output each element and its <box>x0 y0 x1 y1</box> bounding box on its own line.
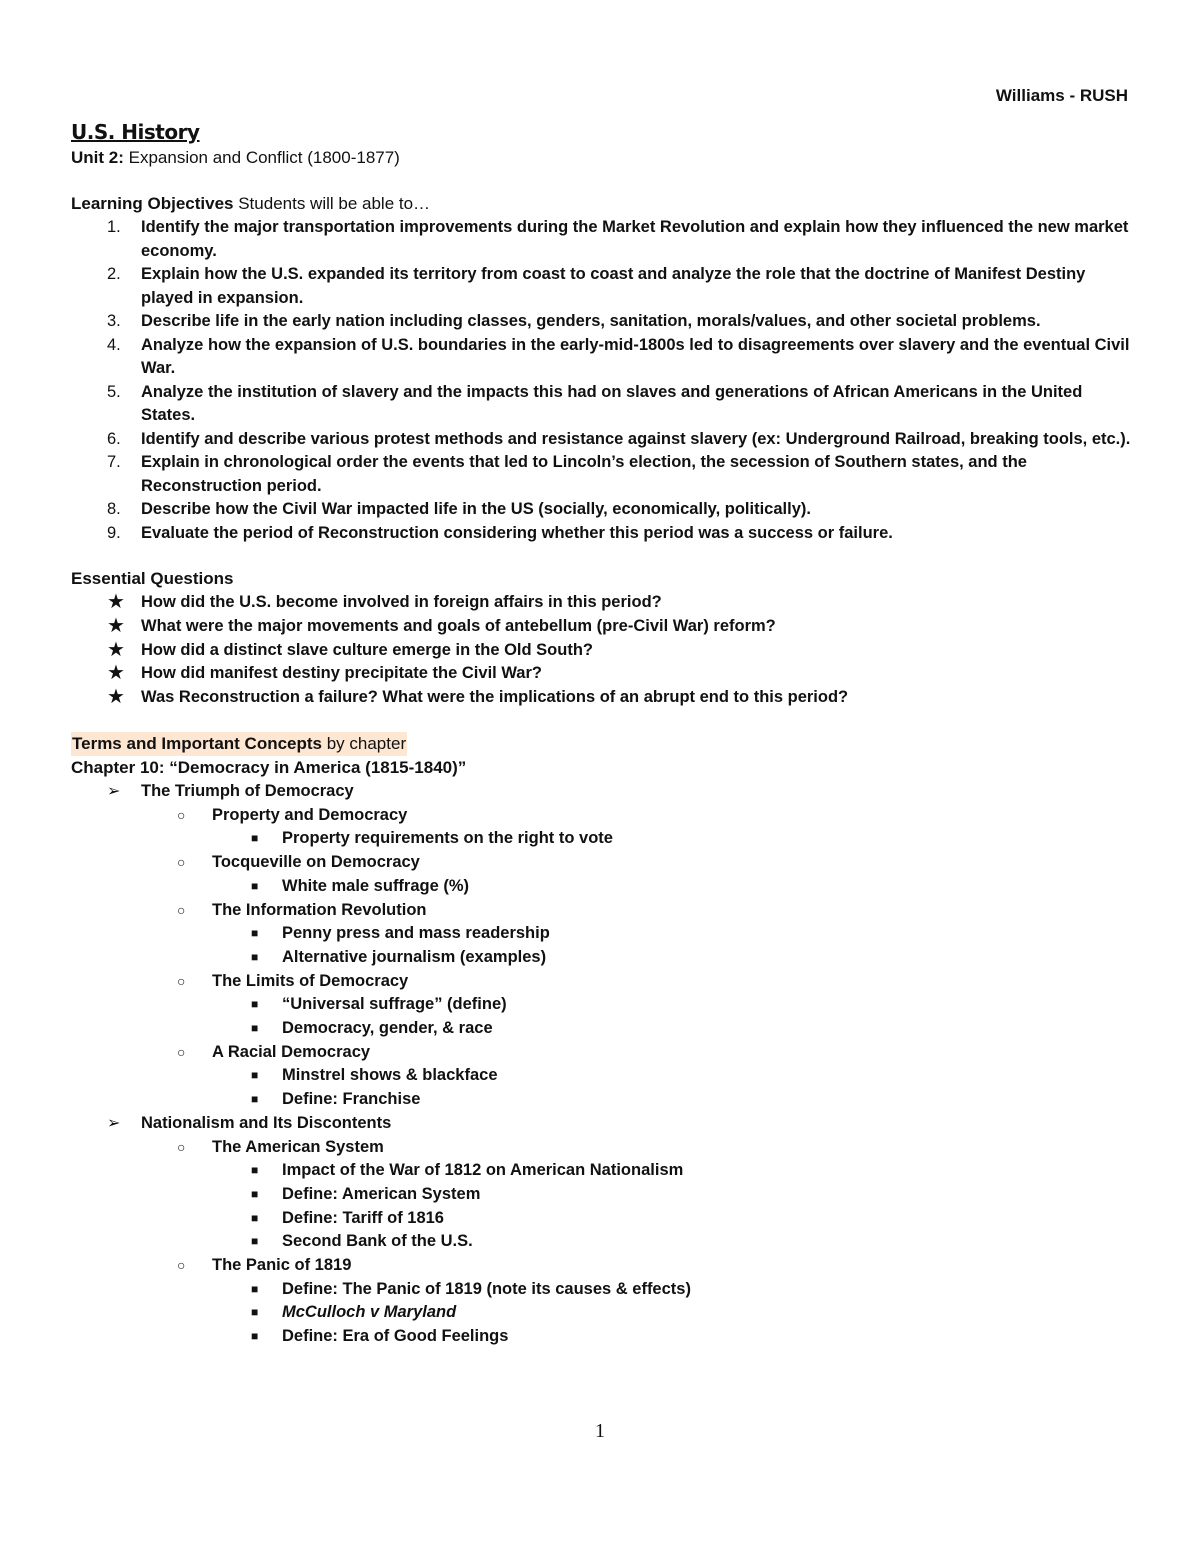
objective-item <box>71 310 1131 334</box>
square-bullet-icon: ■ <box>251 1234 259 1249</box>
square-bullet-icon: ■ <box>251 1281 259 1296</box>
outline-text: Tocqueville on Democracy <box>212 853 420 872</box>
outline-text: Penny press and mass readership <box>282 924 550 943</box>
outline-text: Impact of the War of 1812 on American Nationalism <box>282 1161 684 1180</box>
circle-bullet-icon: ○ <box>177 854 186 871</box>
unit-label: Unit 2: <box>71 148 124 167</box>
objective-number: 1. <box>107 218 121 236</box>
arrow-bullet-icon: ➢ <box>107 782 121 800</box>
square-bullet-icon: ■ <box>251 1021 259 1036</box>
terms-heading-title: Terms and Important Concepts <box>72 733 322 753</box>
learning-objectives-subtitle: Students will be able to… <box>233 194 431 213</box>
document-title: U.S. History <box>71 120 200 144</box>
objective-text: Describe life in the early nation including classes, genders, sanitation, morals/values, and other societal problems. <box>141 312 1041 330</box>
outline-text: Define: Tariff of 1816 <box>282 1208 444 1227</box>
objective-item <box>71 498 1131 522</box>
outline-item-level-3 <box>71 1159 1131 1183</box>
outline-item-level-2 <box>71 1136 1131 1160</box>
objective-number: 7. <box>107 453 121 471</box>
unit-name: Expansion and Conflict (1800-1877) <box>123 148 400 167</box>
square-bullet-icon: ■ <box>251 1329 259 1344</box>
square-bullet-icon: ■ <box>251 1210 259 1225</box>
square-bullet-icon: ■ <box>251 1068 259 1083</box>
square-bullet-icon: ■ <box>251 949 259 964</box>
outline-item-level-3 <box>71 1207 1131 1231</box>
circle-bullet-icon: ○ <box>177 901 186 918</box>
square-bullet-icon: ■ <box>251 1163 259 1178</box>
unit-line <box>71 146 1131 170</box>
objective-number: 6. <box>107 429 121 448</box>
outline-text: The Triumph of Democracy <box>141 781 354 800</box>
circle-bullet-icon: ○ <box>177 806 186 823</box>
objective-item <box>71 216 1131 263</box>
circle-bullet-icon: ○ <box>177 1257 186 1274</box>
objective-item <box>71 381 1131 428</box>
objective-number: 4. <box>107 335 121 354</box>
terms-heading-row <box>71 732 1131 756</box>
objective-item <box>71 263 1131 310</box>
outline-item-level-3 <box>71 946 1131 970</box>
question-text: Was Reconstruction a failure? What were the implications of an abrupt end to this period? <box>141 688 849 707</box>
outline-text: The Panic of 1819 <box>212 1256 352 1275</box>
question-item <box>71 615 1131 639</box>
outline-text: Define: Era of Good Feelings <box>282 1327 509 1346</box>
outline-text: The Information Revolution <box>212 900 427 919</box>
question-text: What were the major movements and goals of antebellum (pre-Civil War) reform? <box>141 616 776 635</box>
objective-text: Identify the major transportation improvements during the Market Revolution and explain how they influenced the new market economy. <box>141 218 1129 260</box>
objective-item <box>71 428 1131 452</box>
outline-item-level-2 <box>71 851 1131 875</box>
outline-text: Alternative journalism (examples) <box>282 947 547 966</box>
objective-text: Analyze the institution of slavery and the impacts this had on slaves and generations of African Americans in the United States. <box>141 382 1083 424</box>
page-number: 1 <box>595 1420 605 1442</box>
outline-text: A Racial Democracy <box>212 1042 371 1061</box>
objective-number: 9. <box>107 523 121 542</box>
outline-text: “Universal suffrage” (define) <box>282 995 507 1014</box>
outline-item-level-2 <box>71 804 1131 828</box>
outline-text: Define: American System <box>282 1184 481 1203</box>
outline-text: Property requirements on the right to vote <box>282 829 613 848</box>
outline-item-level-2 <box>71 1041 1131 1065</box>
terms-heading <box>71 732 407 756</box>
arrow-bullet-icon: ➢ <box>107 1114 121 1132</box>
outline-item-level-3 <box>71 922 1131 946</box>
star-icon: ★ <box>107 591 125 613</box>
objective-text: Analyze how the expansion of U.S. boundaries in the early-mid-1800s led to disagreements over slavery and the eventual Civil War. <box>141 335 1130 377</box>
learning-objectives-list <box>71 216 1131 545</box>
outline-item-level-3 <box>71 993 1131 1017</box>
outline-text: Second Bank of the U.S. <box>282 1232 473 1251</box>
objective-number: 8. <box>107 500 121 518</box>
circle-bullet-icon: ○ <box>177 1138 186 1155</box>
objective-text: Evaluate the period of Reconstruction considering whether this period was a success or failure. <box>141 523 893 542</box>
document-body <box>71 118 1131 1349</box>
square-bullet-icon: ■ <box>251 831 259 846</box>
outline-item-level-2 <box>71 970 1131 994</box>
outline-text: The Limits of Democracy <box>212 971 409 990</box>
outline-text: The American System <box>212 1137 384 1156</box>
star-icon: ★ <box>107 638 125 661</box>
outline-item-level-1 <box>71 780 1131 804</box>
circle-bullet-icon: ○ <box>177 1043 186 1060</box>
question-item <box>71 686 1131 710</box>
objective-item <box>71 522 1131 546</box>
outline-item-level-3 <box>71 1088 1131 1112</box>
objective-item <box>71 334 1131 381</box>
square-bullet-icon: ■ <box>251 1186 259 1201</box>
outline-item-level-3 <box>71 1183 1131 1207</box>
learning-objectives-heading <box>71 192 1131 216</box>
outline-text: Define: Franchise <box>282 1090 421 1109</box>
outline-item-level-3 <box>71 1278 1131 1302</box>
square-bullet-icon: ■ <box>251 926 259 941</box>
objective-number: 2. <box>107 265 121 283</box>
essential-questions-list <box>71 591 1131 710</box>
outline-text: Property and Democracy <box>212 805 408 824</box>
star-icon: ★ <box>107 614 125 637</box>
terms-outline <box>71 780 1131 1349</box>
star-icon: ★ <box>107 686 125 709</box>
outline-item-level-3 <box>71 1064 1131 1088</box>
outline-item-level-3 <box>71 827 1131 851</box>
outline-text: Nationalism and Its Discontents <box>141 1113 392 1132</box>
outline-item-level-3 <box>71 1325 1131 1349</box>
square-bullet-icon: ■ <box>251 878 259 893</box>
outline-item-level-3 <box>71 875 1131 899</box>
circle-bullet-icon: ○ <box>177 972 186 989</box>
objective-text: Describe how the Civil War impacted life in the US (socially, economically, politically). <box>141 500 811 518</box>
learning-objectives-title: Learning Objectives <box>71 194 234 213</box>
question-text: How did a distinct slave culture emerge in the Old South? <box>141 640 593 659</box>
outline-text: White male suffrage (%) <box>282 876 470 895</box>
outline-item-level-1 <box>71 1112 1131 1136</box>
objective-text: Explain in chronological order the events that led to Lincoln’s election, the secession of Southern states, and the Reconstruction period. <box>141 453 1027 495</box>
square-bullet-icon: ■ <box>251 997 259 1012</box>
question-item <box>71 639 1131 663</box>
essential-questions-heading: Essential Questions <box>71 569 234 588</box>
outline-item-level-3 <box>71 1301 1131 1325</box>
objective-text: Identify and describe various protest methods and resistance against slavery (ex: Underground Railroad, breaking tools, etc.). <box>141 429 1131 448</box>
question-text: How did manifest destiny precipitate the Civil War? <box>141 664 542 683</box>
outline-text: Define: The Panic of 1819 (note its causes & effects) <box>282 1279 691 1298</box>
outline-item-level-3 <box>71 1230 1131 1254</box>
question-text: How did the U.S. become involved in foreign affairs in this period? <box>141 593 662 611</box>
question-item <box>71 662 1131 686</box>
outline-text: McCulloch v Maryland <box>282 1303 457 1322</box>
terms-heading-subtitle: by chapter <box>322 733 407 753</box>
outline-text: Democracy, gender, & race <box>282 1019 493 1038</box>
chapter-heading: Chapter 10: “Democracy in America (1815-1840)” <box>71 757 467 777</box>
objective-text: Explain how the U.S. expanded its territory from coast to coast and analyze the role that the doctrine of Manifest Destiny played in expansion. <box>141 265 1086 307</box>
objective-number: 5. <box>107 382 121 401</box>
author-header: Williams - RUSH <box>995 86 1128 105</box>
objective-item <box>71 451 1131 498</box>
outline-item-level-2 <box>71 899 1131 923</box>
question-item <box>71 591 1131 615</box>
star-icon: ★ <box>107 662 125 685</box>
square-bullet-icon: ■ <box>251 1305 259 1320</box>
outline-text: Minstrel shows & blackface <box>282 1066 498 1085</box>
outline-item-level-2 <box>71 1254 1131 1278</box>
outline-item-level-3 <box>71 1017 1131 1041</box>
square-bullet-icon: ■ <box>251 1092 259 1107</box>
objective-number: 3. <box>107 312 121 330</box>
